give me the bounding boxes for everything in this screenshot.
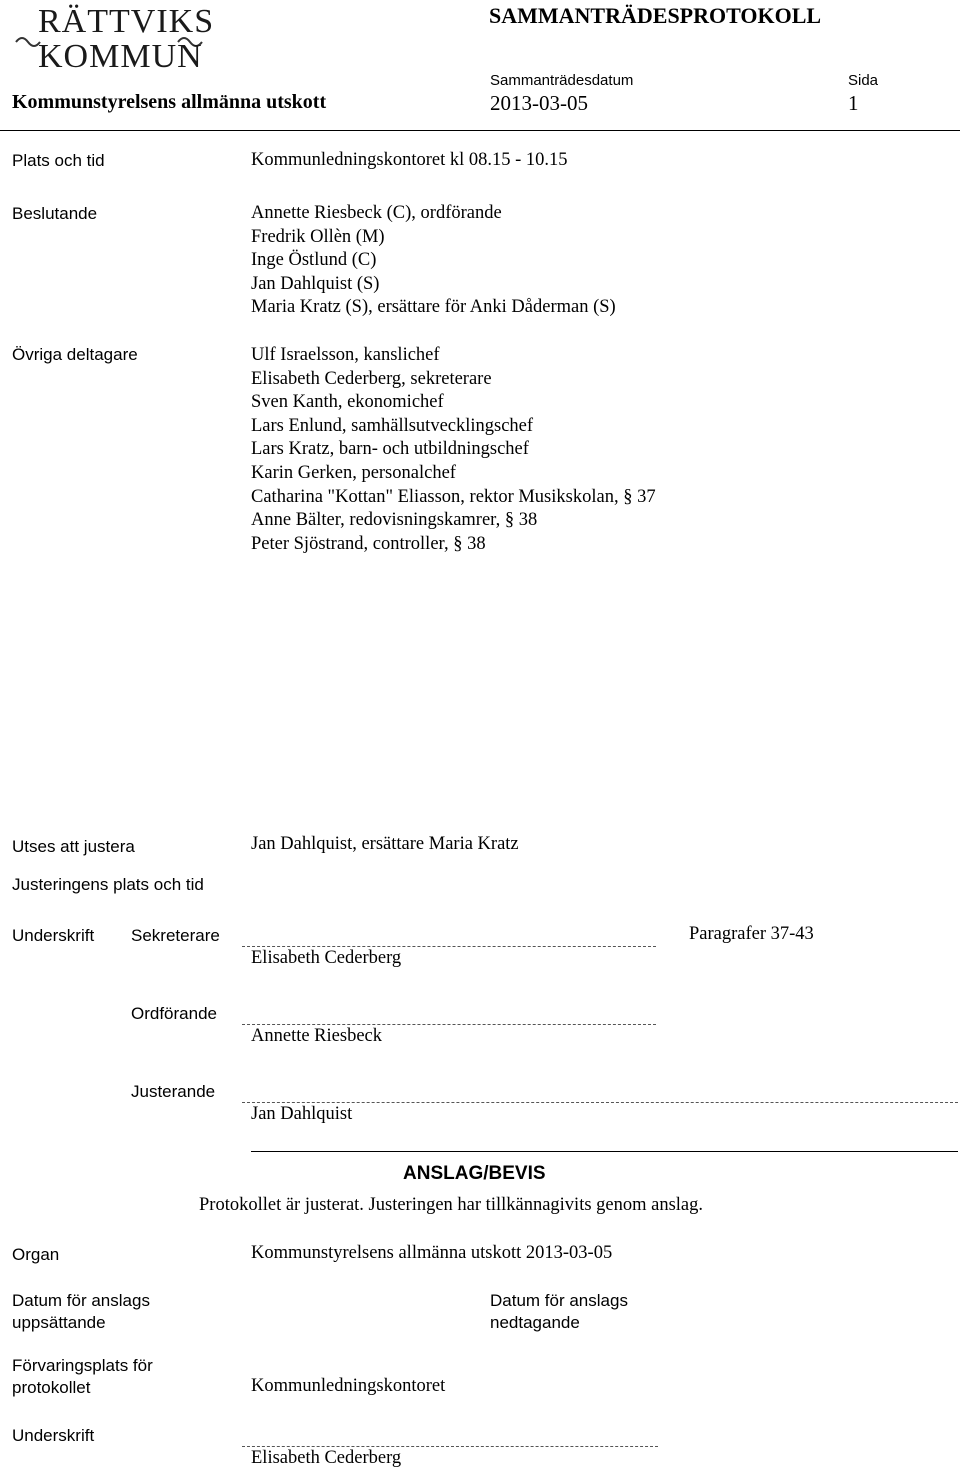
adjuster-label: Justerande xyxy=(131,1082,216,1101)
list-item: Anne Bälter, redovisningskamrer, § 38 xyxy=(251,510,538,531)
deciding-list xyxy=(251,202,616,320)
list-item: Fredrik Ollèn (M) xyxy=(251,226,385,247)
adjust-place-label: Justeringens plats och tid xyxy=(12,875,204,894)
adjust-value: Jan Dahlquist, ersättare Maria Kratz xyxy=(251,834,519,854)
list-item: Karin Gerken, personalchef xyxy=(251,462,456,483)
storage-label-line-1: Förvaringsplats för xyxy=(12,1356,153,1375)
adjust-label: Utses att justera xyxy=(12,837,135,856)
chair-signature-line xyxy=(242,1024,656,1025)
secretary-signature-line xyxy=(242,946,656,947)
chair-label: Ordförande xyxy=(131,1004,217,1023)
list-item: Jan Dahlquist (S) xyxy=(251,273,380,294)
list-item: Ulf Israelsson, kanslichef xyxy=(251,345,440,365)
removal-date-label-line-1: Datum för anslags xyxy=(490,1291,628,1310)
list-item: Peter Sjöstrand, controller, § 38 xyxy=(251,533,486,554)
list-item: Elisabeth Cederberg, sekreterare xyxy=(251,368,492,389)
organ-label: Organ xyxy=(12,1245,60,1264)
meeting-date: 2013-03-05 xyxy=(490,91,588,115)
notice-signature-label: Underskrift xyxy=(12,1426,95,1445)
municipality-logo xyxy=(12,3,215,75)
removal-date-label xyxy=(490,1290,628,1333)
storage-label xyxy=(12,1355,153,1398)
document-title: SAMMANTRÄDESPROTOKOLL xyxy=(489,3,822,28)
secretary-name: Elisabeth Cederberg xyxy=(251,948,402,968)
notice-signature-name: Elisabeth Cederberg xyxy=(251,1448,402,1468)
removal-date-label-line-2: nedtagande xyxy=(490,1312,580,1332)
posting-date-label xyxy=(12,1290,150,1333)
adjuster-name: Jan Dahlquist xyxy=(251,1104,353,1124)
others-list xyxy=(251,344,656,556)
posting-date-label-line-1: Datum för anslags xyxy=(12,1291,150,1310)
page-number: 1 xyxy=(848,91,859,115)
list-item: Catharina "Kottan" Eliasson, rektor Musikskolan, § 37 xyxy=(251,486,656,507)
storage-label-line-2: protokollet xyxy=(12,1377,91,1397)
chair-name: Annette Riesbeck xyxy=(251,1026,382,1046)
header-divider xyxy=(0,130,960,131)
committee-name: Kommunstyrelsens allmänna utskott xyxy=(12,91,327,113)
notice-signature-line xyxy=(242,1446,658,1447)
page-label: Sida xyxy=(848,72,879,89)
logo-line-2: KOMMUN xyxy=(38,38,203,75)
place-time-label: Plats och tid xyxy=(12,151,105,170)
notice-title: ANSLAG/BEVIS xyxy=(403,1163,546,1184)
paragraphs-range: Paragrafer 37-43 xyxy=(689,924,814,944)
secretary-label: Sekreterare xyxy=(131,926,220,945)
storage-value: Kommunledningskontoret xyxy=(251,1376,446,1396)
list-item: Maria Kratz (S), ersättare för Anki Dåderman (S) xyxy=(251,297,616,318)
list-item: Lars Kratz, barn- och utbildningschef xyxy=(251,439,529,460)
others-label: Övriga deltagare xyxy=(12,345,138,364)
posting-date-label-line-2: uppsättande xyxy=(12,1312,106,1332)
date-label: Sammanträdesdatum xyxy=(490,72,634,89)
list-item: Annette Riesbeck (C), ordförande xyxy=(251,203,502,223)
list-item: Lars Enlund, samhällsutvecklingschef xyxy=(251,415,534,436)
notice-divider xyxy=(251,1151,958,1152)
signature-label: Underskrift xyxy=(12,926,95,945)
list-item: Sven Kanth, ekonomichef xyxy=(251,392,444,413)
organ-value: Kommunstyrelsens allmänna utskott 2013-03-05 xyxy=(251,1243,613,1263)
notice-text: Protokollet är justerat. Justeringen har tillkännagivits genom anslag. xyxy=(199,1195,704,1215)
adjuster-signature-line xyxy=(242,1102,958,1103)
place-time-value: Kommunledningskontoret kl 08.15 - 10.15 xyxy=(251,150,568,170)
logo-line-1: RÄTTVIKS xyxy=(38,3,215,40)
deciding-label: Beslutande xyxy=(12,204,98,223)
list-item: Inge Östlund (C) xyxy=(251,250,377,271)
